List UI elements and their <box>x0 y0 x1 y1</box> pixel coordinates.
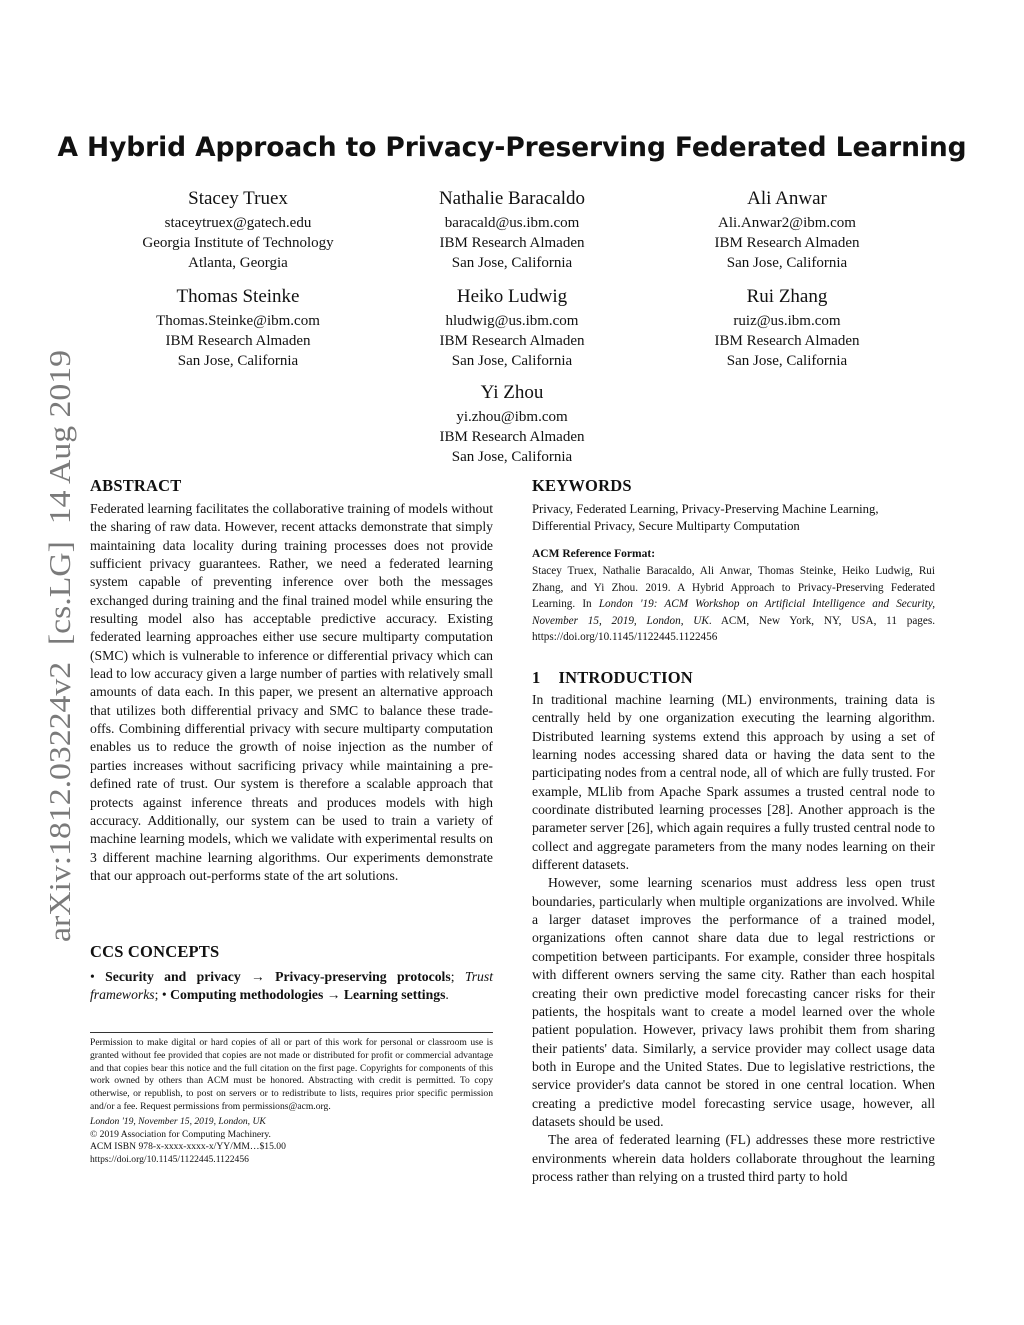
keywords-text: Privacy, Federated Learning, Privacy-Preserving Machine Learning, Differential Privacy, Secure Multiparty Computation <box>532 502 879 533</box>
author-block <box>78 187 398 273</box>
author-affiliation: IBM Research Almaden <box>714 235 860 251</box>
ccs-separator: ; <box>154 987 159 1003</box>
acm-reference-heading: ACM Reference Format: <box>532 548 656 560</box>
author-name: Ali Anwar <box>747 188 827 209</box>
author-name: Nathalie Baracaldo <box>438 188 586 209</box>
copyright-line: © 2019 Association for Computing Machinery. <box>90 1128 271 1140</box>
author-affiliation: Georgia Institute of Technology <box>142 235 334 251</box>
ccs-concept-privacy-protocols: Privacy-preserving protocols <box>275 969 451 984</box>
author-affiliation: IBM Research Almaden <box>439 333 585 349</box>
author-name: Yi Zhou <box>480 382 544 403</box>
author-location: San Jose, California <box>451 449 573 465</box>
ccs-heading: CCS CONCEPTS <box>90 942 220 961</box>
author-location: Atlanta, Georgia <box>188 255 288 271</box>
author-name: Heiko Ludwig <box>456 286 568 307</box>
author-block <box>352 285 672 371</box>
author-email: staceytruex@gatech.edu <box>164 215 312 231</box>
author-email: hludwig@us.ibm.com <box>445 313 579 329</box>
footnote-rule <box>90 1032 493 1033</box>
author-affiliation: IBM Research Almaden <box>714 333 860 349</box>
introduction-heading <box>532 668 935 688</box>
section-title: INTRODUCTION <box>558 668 693 687</box>
abstract-section <box>90 476 493 885</box>
author-name: Stacey Truex <box>188 188 288 209</box>
author-affiliation: IBM Research Almaden <box>439 235 585 251</box>
abstract-text: Federated learning facilitates the collaborative training of models without the sharing of raw data. However, recent attacks demonstrate that simply maintaining data locality during training processes does not provide sufficient privacy guarantees. Rather, we need a federated learning system capable of preventing inference over both the messages exchanged during training and the final trained model while ensuring the resulting model also has acceptable predictive accuracy. Existing federated learning approaches either use secure multiparty computation (SMC) which is vulnerable to inference or differential privacy which can lead to low accuracy given a large number of parties with relatively small amounts of data each. In this paper, we present an alternative approach that utilizes both differential privacy and SMC to balance these trade-offs. Combining differential privacy with secure multiparty computation enables us to reduce the growth of noise injection as the number of parties increases without sacrificing privacy while maintaining a pre-defined rate of trust. Our system is therefore a scalable approach that protects against inference threats and produces models with high accuracy. Additionally, our system can be used to train a variety of machine learning models, which we validate with experimental results on 3 different machine learning algorithms. Our experiments demonstrate that our approach out-performs state of the art solutions. <box>90 501 493 883</box>
abstract-heading: ABSTRACT <box>90 476 182 495</box>
ccs-concept-learning-settings: Learning settings <box>343 987 446 1003</box>
paper-title: A Hybrid Approach to Privacy-Preserving Federated Learning <box>57 132 967 163</box>
author-location: San Jose, California <box>726 255 848 271</box>
ccs-concept-security: Security and privacy <box>105 969 241 984</box>
author-email: yi.zhou@ibm.com <box>456 409 568 425</box>
author-name: Thomas Steinke <box>176 286 300 307</box>
doi-link[interactable]: https://doi.org/10.1145/1122445.1122456 <box>90 1154 249 1166</box>
author-email: ruiz@us.ibm.com <box>733 313 841 329</box>
author-location: San Jose, California <box>451 255 573 271</box>
keywords-heading: KEYWORDS <box>532 476 632 495</box>
author-block <box>352 381 672 467</box>
intro-paragraph: In traditional machine learning (ML) environments, training data is centrally held by one organization executing the learning algorithm. Distributed learning systems extend this approach by using a set of learning nodes accessing shared data or having the data sent to the participating nodes from a central node, all of which are fully trusted. For example, MLlib from Apache Spark assumes a trusted central node to coordinate distributed learning processes [28]. Another approach is the parameter server [26], which again requires a fully trusted central node to collect and aggregate parameters from the many nodes learning on their different datasets. <box>532 692 935 873</box>
venue-line: London '19, November 15, 2019, London, UK <box>90 1115 266 1127</box>
author-location: San Jose, California <box>177 353 299 369</box>
author-email: Ali.Anwar2@ibm.com <box>718 215 856 231</box>
ccs-period: . <box>445 987 449 1003</box>
acm-reference-text <box>532 563 935 646</box>
author-block <box>78 285 398 371</box>
permission-footnote <box>90 1037 493 1167</box>
permission-text: Permission to make digital or hard copies of all or part of this work for personal or classroom use is granted without fee provided that copies are not made or distributed for profit or commercial advantage and that copies bear this notice and the full citation on the first page. Copyrights for components of this work owned by others than ACM must be honored. Abstracting with credit is permitted. To copy otherwise, or republish, to post on servers or to redistribute to lists, requires prior specific permission and/or a fee. Request permissions from permissions@acm.org. <box>90 1037 493 1112</box>
isbn-line: ACM ISBN 978-x-xxxx-xxxx-x/YY/MM…$15.00 <box>90 1141 286 1153</box>
author-block <box>627 187 947 273</box>
acm-reference-venue: London '19: ACM Workshop on Artificial Intelligence and Security, November 15, 2019, London, UK <box>532 598 936 627</box>
acm-reference-authors: Stacey Truex, Nathalie Baracaldo, Ali Anwar, Thomas Steinke, Heiko Ludwig, Rui Zhang, and Yi Zhou. 2019. A Hybrid Approach to Privacy-Preserving Federated Learning. In <box>532 565 935 611</box>
author-affiliation: IBM Research Almaden <box>165 333 311 349</box>
acm-reference-tail: . ACM, New York, NY, USA, 11 pages. https://doi.org/10.1145/1122445.1122456 <box>532 614 935 644</box>
intro-paragraph: The area of federated learning (FL) addresses these more restrictive environments wherein data holders collaborate throughout the learning process rather than relying on a trusted third party to hold <box>532 1132 935 1184</box>
intro-paragraph: However, some learning scenarios must address less open trust boundaries, particularly when multiple organizations are involved. While a larger dataset improves the performance of a trained model, organizations often cannot share data due to legal restrictions or competition between participants. For example, consider three hospitals with different owners serving the same city. Rather than each hospital creating their own predictive model forecasting cancer risks for their patients, the hospitals want to create a model learned over the whole patient population. However, privacy laws prohibit them from sharing their patients' data. Similarly, a service provider may collect usage data both in Europe and the United States. Due to legislative restrictions, the service provider's data cannot be stored in one central location. When creating a predictive model forecasting service usage, however, all datasets should be used. <box>532 875 935 1129</box>
ccs-concept-trust: Trust frameworks <box>90 969 494 1003</box>
ccs-concepts <box>90 968 493 1005</box>
author-email: Thomas.Steinke@ibm.com <box>156 313 320 329</box>
author-block <box>627 285 947 371</box>
ccs-arrow: → <box>326 987 341 1003</box>
ccs-arrow: → <box>251 969 265 984</box>
author-location: San Jose, California <box>451 353 573 369</box>
author-email: baracald@us.ibm.com <box>444 215 580 231</box>
arxiv-stamp <box>28 346 88 946</box>
ccs-bullet: • <box>161 987 167 1003</box>
arxiv-id: arXiv:1812.03224v2 [cs.LG] 14 Aug 2019 <box>43 406 77 942</box>
keywords-section <box>532 476 935 535</box>
author-location: San Jose, California <box>726 353 848 369</box>
ccs-section <box>90 942 493 1005</box>
acm-reference-section <box>532 546 935 646</box>
author-name: Rui Zhang <box>746 286 828 307</box>
author-affiliation: IBM Research Almaden <box>439 429 585 445</box>
ccs-bullet: • <box>90 969 95 984</box>
ccs-separator: ; <box>450 969 455 984</box>
ccs-concept-computing: Computing methodologies <box>170 987 324 1003</box>
section-number: 1 <box>532 668 541 687</box>
author-block <box>352 187 672 273</box>
introduction-section <box>532 668 935 1186</box>
